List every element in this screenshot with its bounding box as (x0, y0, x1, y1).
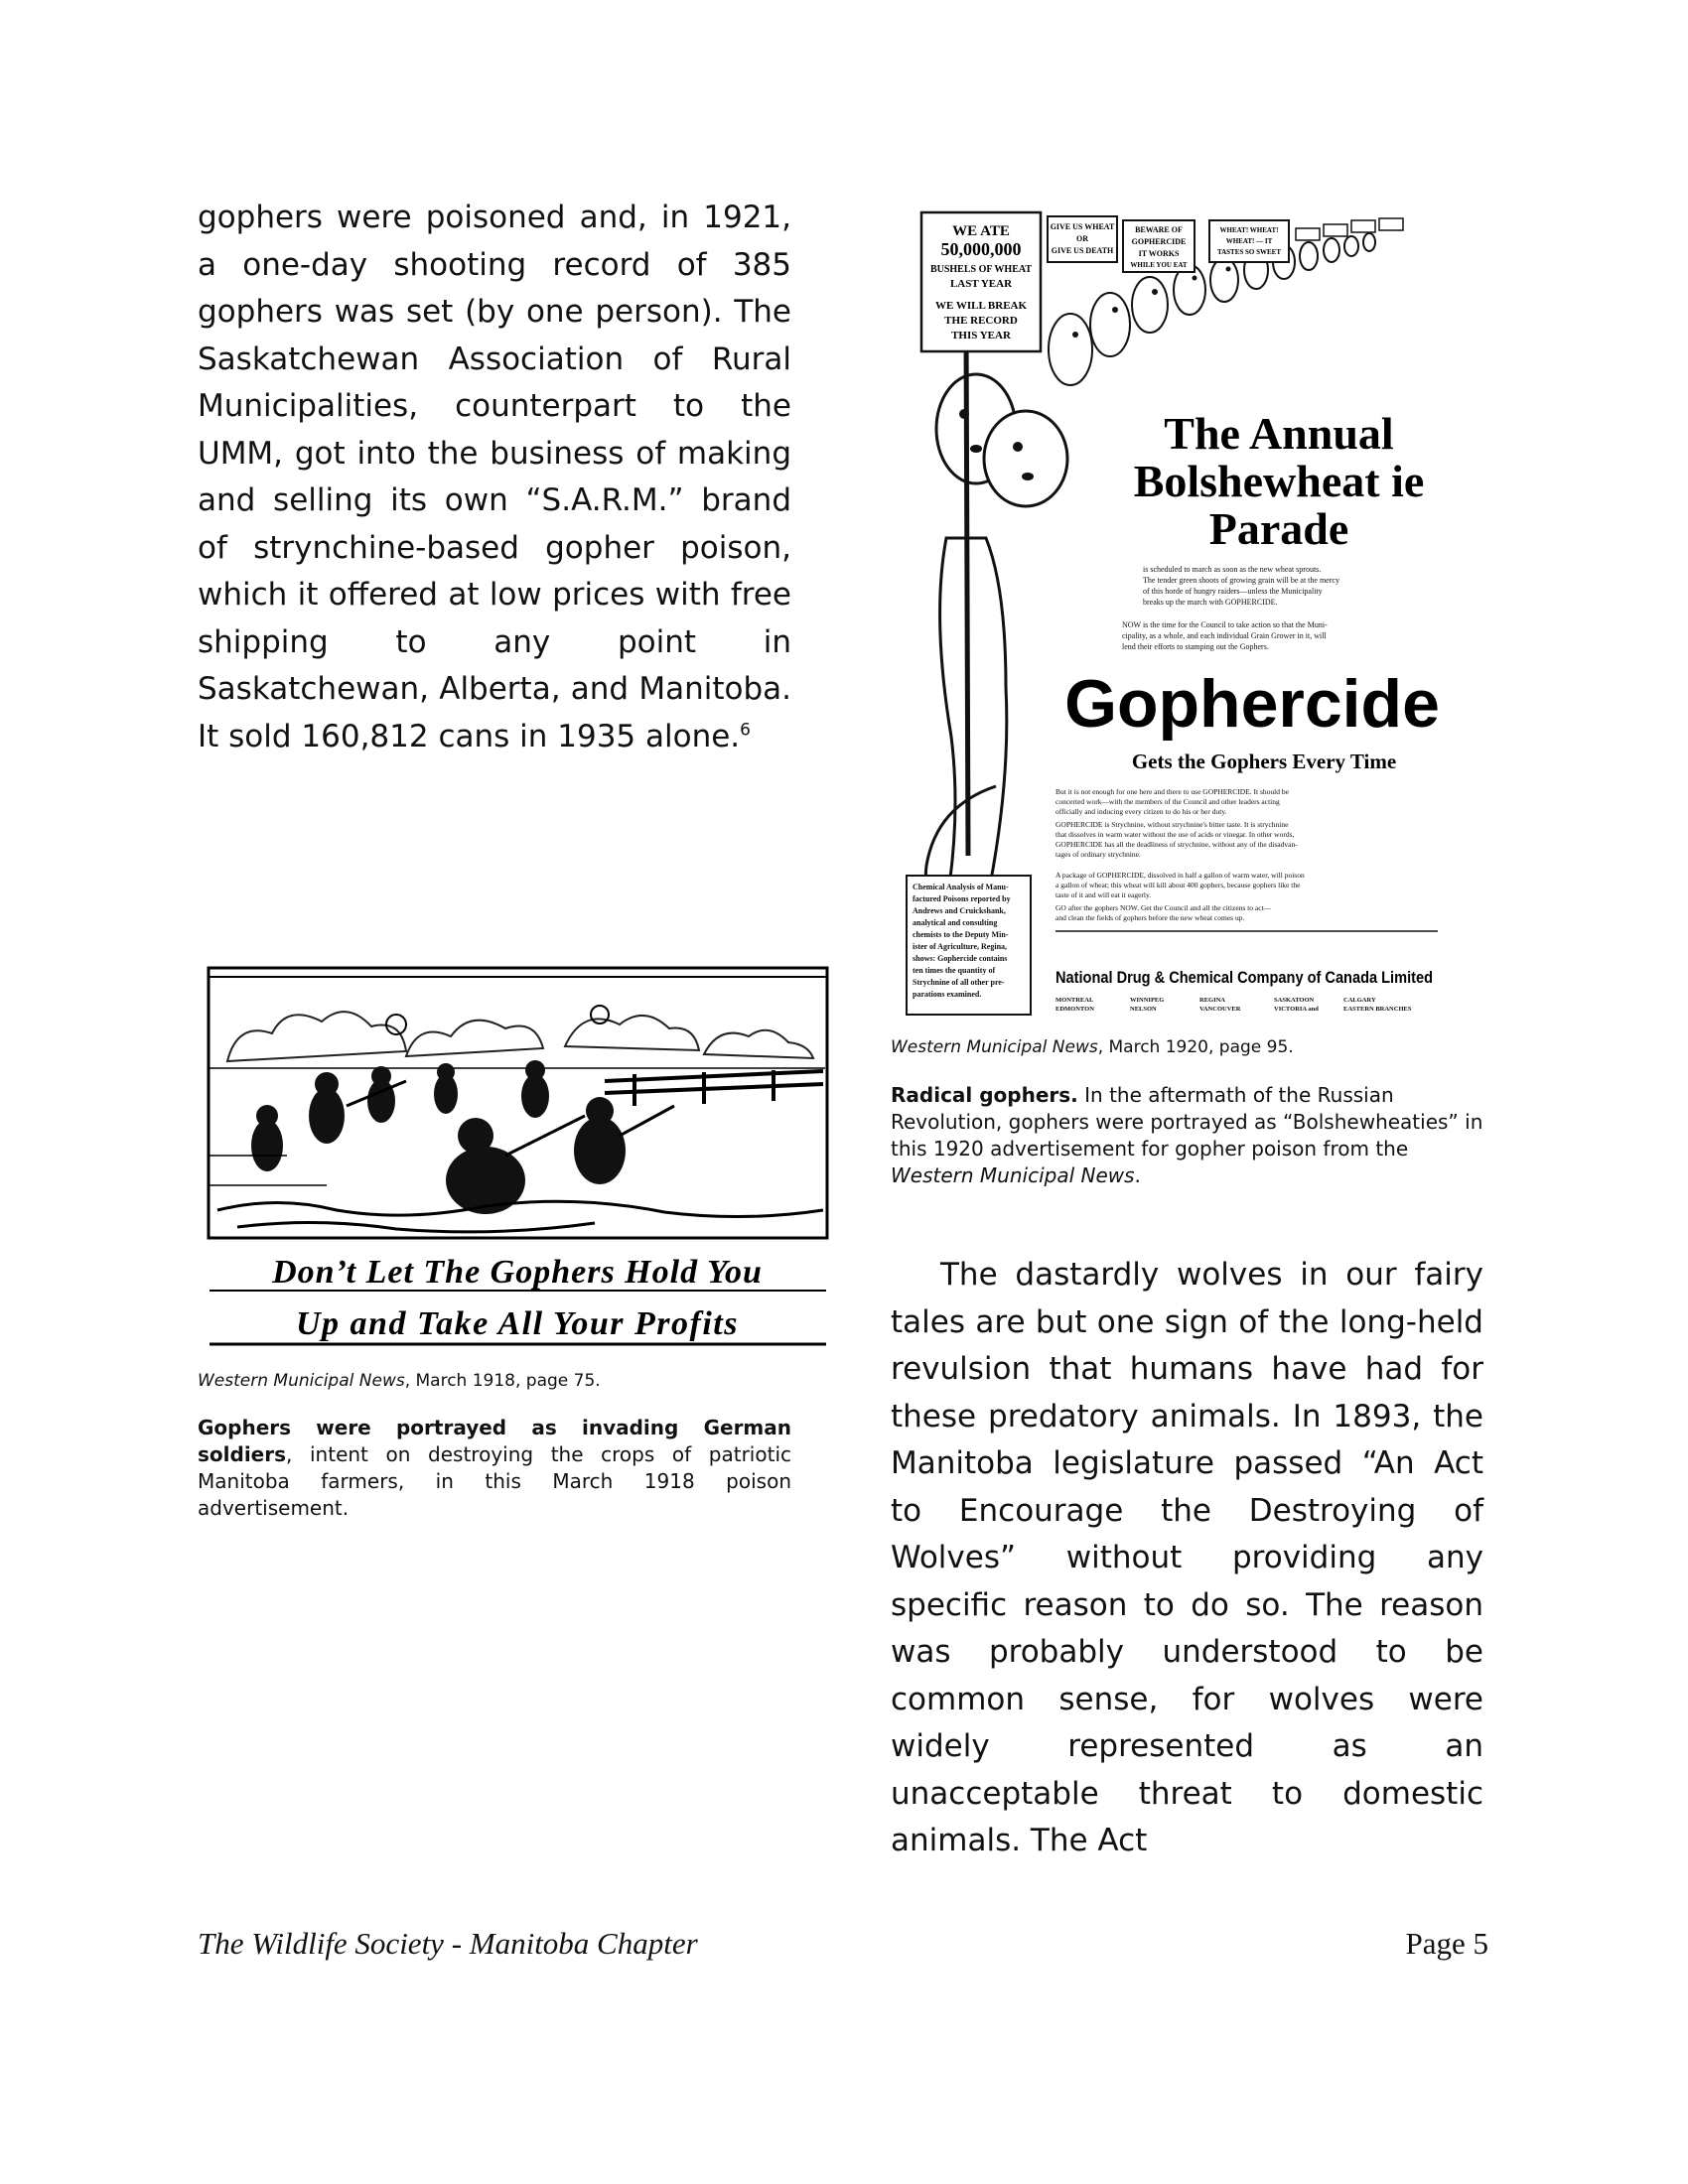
ad-body-line-3: officially and inducing every citizen to do his or her duty. (1055, 807, 1227, 816)
ad-intro-line-1: is scheduled to march as soon as the new wheat sprouts. (1143, 565, 1322, 574)
sign-main-line-4: LAST YEAR (949, 278, 1013, 290)
ad-branch-2: EDMONTON (1055, 1006, 1094, 1013)
ad-body-line-11: GO after the gophers NOW. Get the Council and all the citizens to act— (1055, 903, 1272, 912)
figure-left-source (198, 1370, 793, 1392)
sign-main-line-7: THIS YEAR (951, 330, 1011, 341)
ad-branch-5: REGINA (1199, 997, 1226, 1004)
sign-small-3-line-2: WHEAT! — IT (1225, 237, 1273, 245)
sign-small-2-line-2: GOPHERCIDE (1131, 237, 1187, 246)
ad-tagline: Gets the Gophers Every Time (1131, 750, 1397, 773)
sign-small-1-line-3: GIVE US DEATH (1051, 246, 1114, 255)
cartoon-headline-line1: Don’t Let The Gophers Hold You (272, 1254, 763, 1291)
ad-body-line-4: GOPHERCIDE is Strychnine, without strychnine's bitter taste. It is strychnine (1055, 820, 1289, 829)
ad-title-line1: The Annual (1164, 408, 1394, 459)
body-paragraph-right: The dastardly wolves in our fairy tales are but one sign of the long-held revulsion that humans have had for these predatory animals. In 1893, the Manitoba legislature passed “An Act to Encourage the Destroying of Wolves” without providing any specific reason to do so. The reason was probably understood to be common sense, for wolves were widely represented as an unacceptable threat to domestic animals. The Act (891, 1257, 1483, 1858)
ad-body-line-8: A package of GOPHERCIDE, dissolved in half a gallon of warm water, will poison (1055, 871, 1305, 880)
sign-main-line-2: 50,000,000 (940, 239, 1022, 259)
ad-box-line-4: analytical and consulting (913, 918, 998, 927)
ad-intro-line-2: The tender green shoots of growing grain will be at the mercy (1143, 576, 1339, 585)
gophercide-advertisement (907, 210, 1448, 1024)
sign-main-line-3: BUSHELS OF WHEAT (929, 264, 1033, 275)
ad-box-line-3: Andrews and Cruickshank, (913, 906, 1006, 915)
caption-end: . (1134, 1163, 1141, 1187)
ad-title-line3: Parade (1208, 503, 1349, 554)
ad-branch-9: CALGARY (1343, 997, 1376, 1004)
ad-box-line-2: factured Poisons reported by (913, 894, 1011, 903)
advertisement-artwork (907, 210, 1448, 1024)
ad-branch-7: SASKATOON (1274, 997, 1315, 1004)
caption-body: , intent on destroying the crops of patriotic Manitoba farmers, in this March 1918 poison advertisement. (198, 1442, 791, 1520)
ad-body-line-1: But it is not enough for one here and there to use GOPHERCIDE. It should be (1055, 787, 1289, 796)
ad-title-line2: Bolshewheat ie (1133, 456, 1425, 506)
sign-small-2-line-4: WHILE YOU EAT (1130, 261, 1188, 269)
body-paragraph-left (198, 195, 791, 760)
sign-small-1-line-1: GIVE US WHEAT (1050, 222, 1115, 231)
ad-box-line-10: parations examined. (913, 990, 982, 999)
ad-branch-8: VICTORIA and (1274, 1006, 1319, 1013)
ad-intro-line-3: of this horde of hungry raiders—unless the Municipality (1143, 587, 1323, 596)
sign-small-2-line-1: BEWARE OF (1135, 225, 1183, 234)
figure-right-source (891, 1036, 1486, 1058)
ad-box-line-7: shows: Gophercide contains (913, 954, 1008, 963)
sign-small-2-line-3: IT WORKS (1138, 249, 1180, 258)
ad-branch-3: WINNIPEG (1130, 997, 1165, 1004)
ad-intro-line-4: breaks up the march with GOPHERCIDE. (1143, 598, 1278, 607)
sign-small-3-line-3: TASTES SO SWEET (1216, 248, 1282, 256)
page-number: Page 5 (1405, 1926, 1488, 1961)
ad-branch-1: MONTREAL (1055, 997, 1094, 1004)
ad-box-line-8: ten times the quantity of (913, 966, 996, 975)
ad-brand-name: Gophercide (1064, 666, 1440, 742)
ad-body-line-7: tages of ordinary strychnine. (1055, 850, 1141, 859)
paragraph-text: gophers were poisoned and, in 1921, a one-day shooting record of 385 gophers was set (by one person). The Saskatchewan Association of Rural Municipalities, counterpart to the UMM, got into the business of making and selling its own “S.A.R.M.” brand of strynchine-based gopher poison, which it offered at low prices with free shipping to any point in Saskatchewan, Alberta, and Manitoba. It sold 160,812 cans in 1935 alone. (198, 200, 791, 754)
figure-left-caption (198, 1415, 791, 1522)
ad-box-line-1: Chemical Analysis of Manu- (913, 883, 1009, 891)
ad-branch-4: NELSON (1130, 1006, 1157, 1013)
sign-small-3-line-1: WHEAT! WHEAT! (1219, 226, 1279, 234)
caption-lead: Gophers were portrayed as invading German soldiers (198, 1416, 791, 1466)
ad-now-line-1: NOW is the time for the Council to take action so that the Muni- (1122, 620, 1328, 629)
ad-body-line-2: concerted work—with the members of the Council and other leaders acting (1055, 797, 1280, 806)
source-publication: Western Municipal News (198, 1371, 405, 1391)
caption-lead: Radical gophers. (891, 1083, 1078, 1107)
ad-company-name: National Drug & Chemical Company of Canada Limited (1055, 968, 1433, 987)
ad-box-line-9: Strychnine of all other pre- (913, 978, 1005, 987)
caption-body: In the aftermath of the Russian Revolution, gophers were portrayed as “Bolshewheaties” in this 1920 advertisement for gopher poison from the (891, 1083, 1483, 1160)
figure-right-caption (891, 1082, 1486, 1189)
sign-main-line-6: THE RECORD (944, 315, 1018, 327)
cartoon-headline-line2: Up and Take All Your Profits (296, 1305, 739, 1342)
ad-box-line-6: ister of Agriculture, Regina, (913, 942, 1008, 951)
ad-box-line-5: chemists to the Deputy Min- (913, 930, 1009, 939)
cartoon-illustration (208, 967, 828, 1349)
footer-organization: The Wildlife Society - Manitoba Chapter (198, 1926, 698, 1961)
ad-branch-6: VANCOUVER (1199, 1006, 1241, 1013)
gopher-soldiers-cartoon (208, 967, 828, 1349)
ad-body-line-10: taste of it and will eat it eagerly. (1055, 890, 1152, 899)
ad-body-line-9: a gallon of wheat; this wheat will kill about 400 gophers, because gophers like the (1055, 881, 1301, 889)
caption-publication: Western Municipal News (891, 1163, 1135, 1187)
footnote-marker: 6 (740, 720, 751, 741)
source-details: , March 1918, page 75. (404, 1371, 601, 1391)
ad-body-line-5: that dissolves in warm water without the use of acids or vinegar. In other words, (1055, 830, 1295, 839)
ad-now-line-2: cipality, as a whole, and each individual Grain Grower in it, will (1122, 631, 1327, 640)
sign-small-1-line-2: OR (1076, 234, 1088, 243)
source-publication: Western Municipal News (891, 1037, 1098, 1057)
ad-body-line-6: GOPHERCIDE has all the deadliness of strychnine, without any of the disadvan- (1055, 840, 1298, 849)
ad-branch-10: EASTERN BRANCHES (1343, 1006, 1412, 1013)
source-details: , March 1920, page 95. (1097, 1037, 1294, 1057)
sign-main-line-1: WE ATE (952, 223, 1010, 239)
sign-main-line-5: WE WILL BREAK (934, 300, 1028, 312)
ad-now-line-3: lend their efforts to stamping out the Gophers. (1122, 642, 1269, 651)
ad-body-line-12: and clean the fields of gophers before the new wheat comes up. (1055, 913, 1245, 922)
